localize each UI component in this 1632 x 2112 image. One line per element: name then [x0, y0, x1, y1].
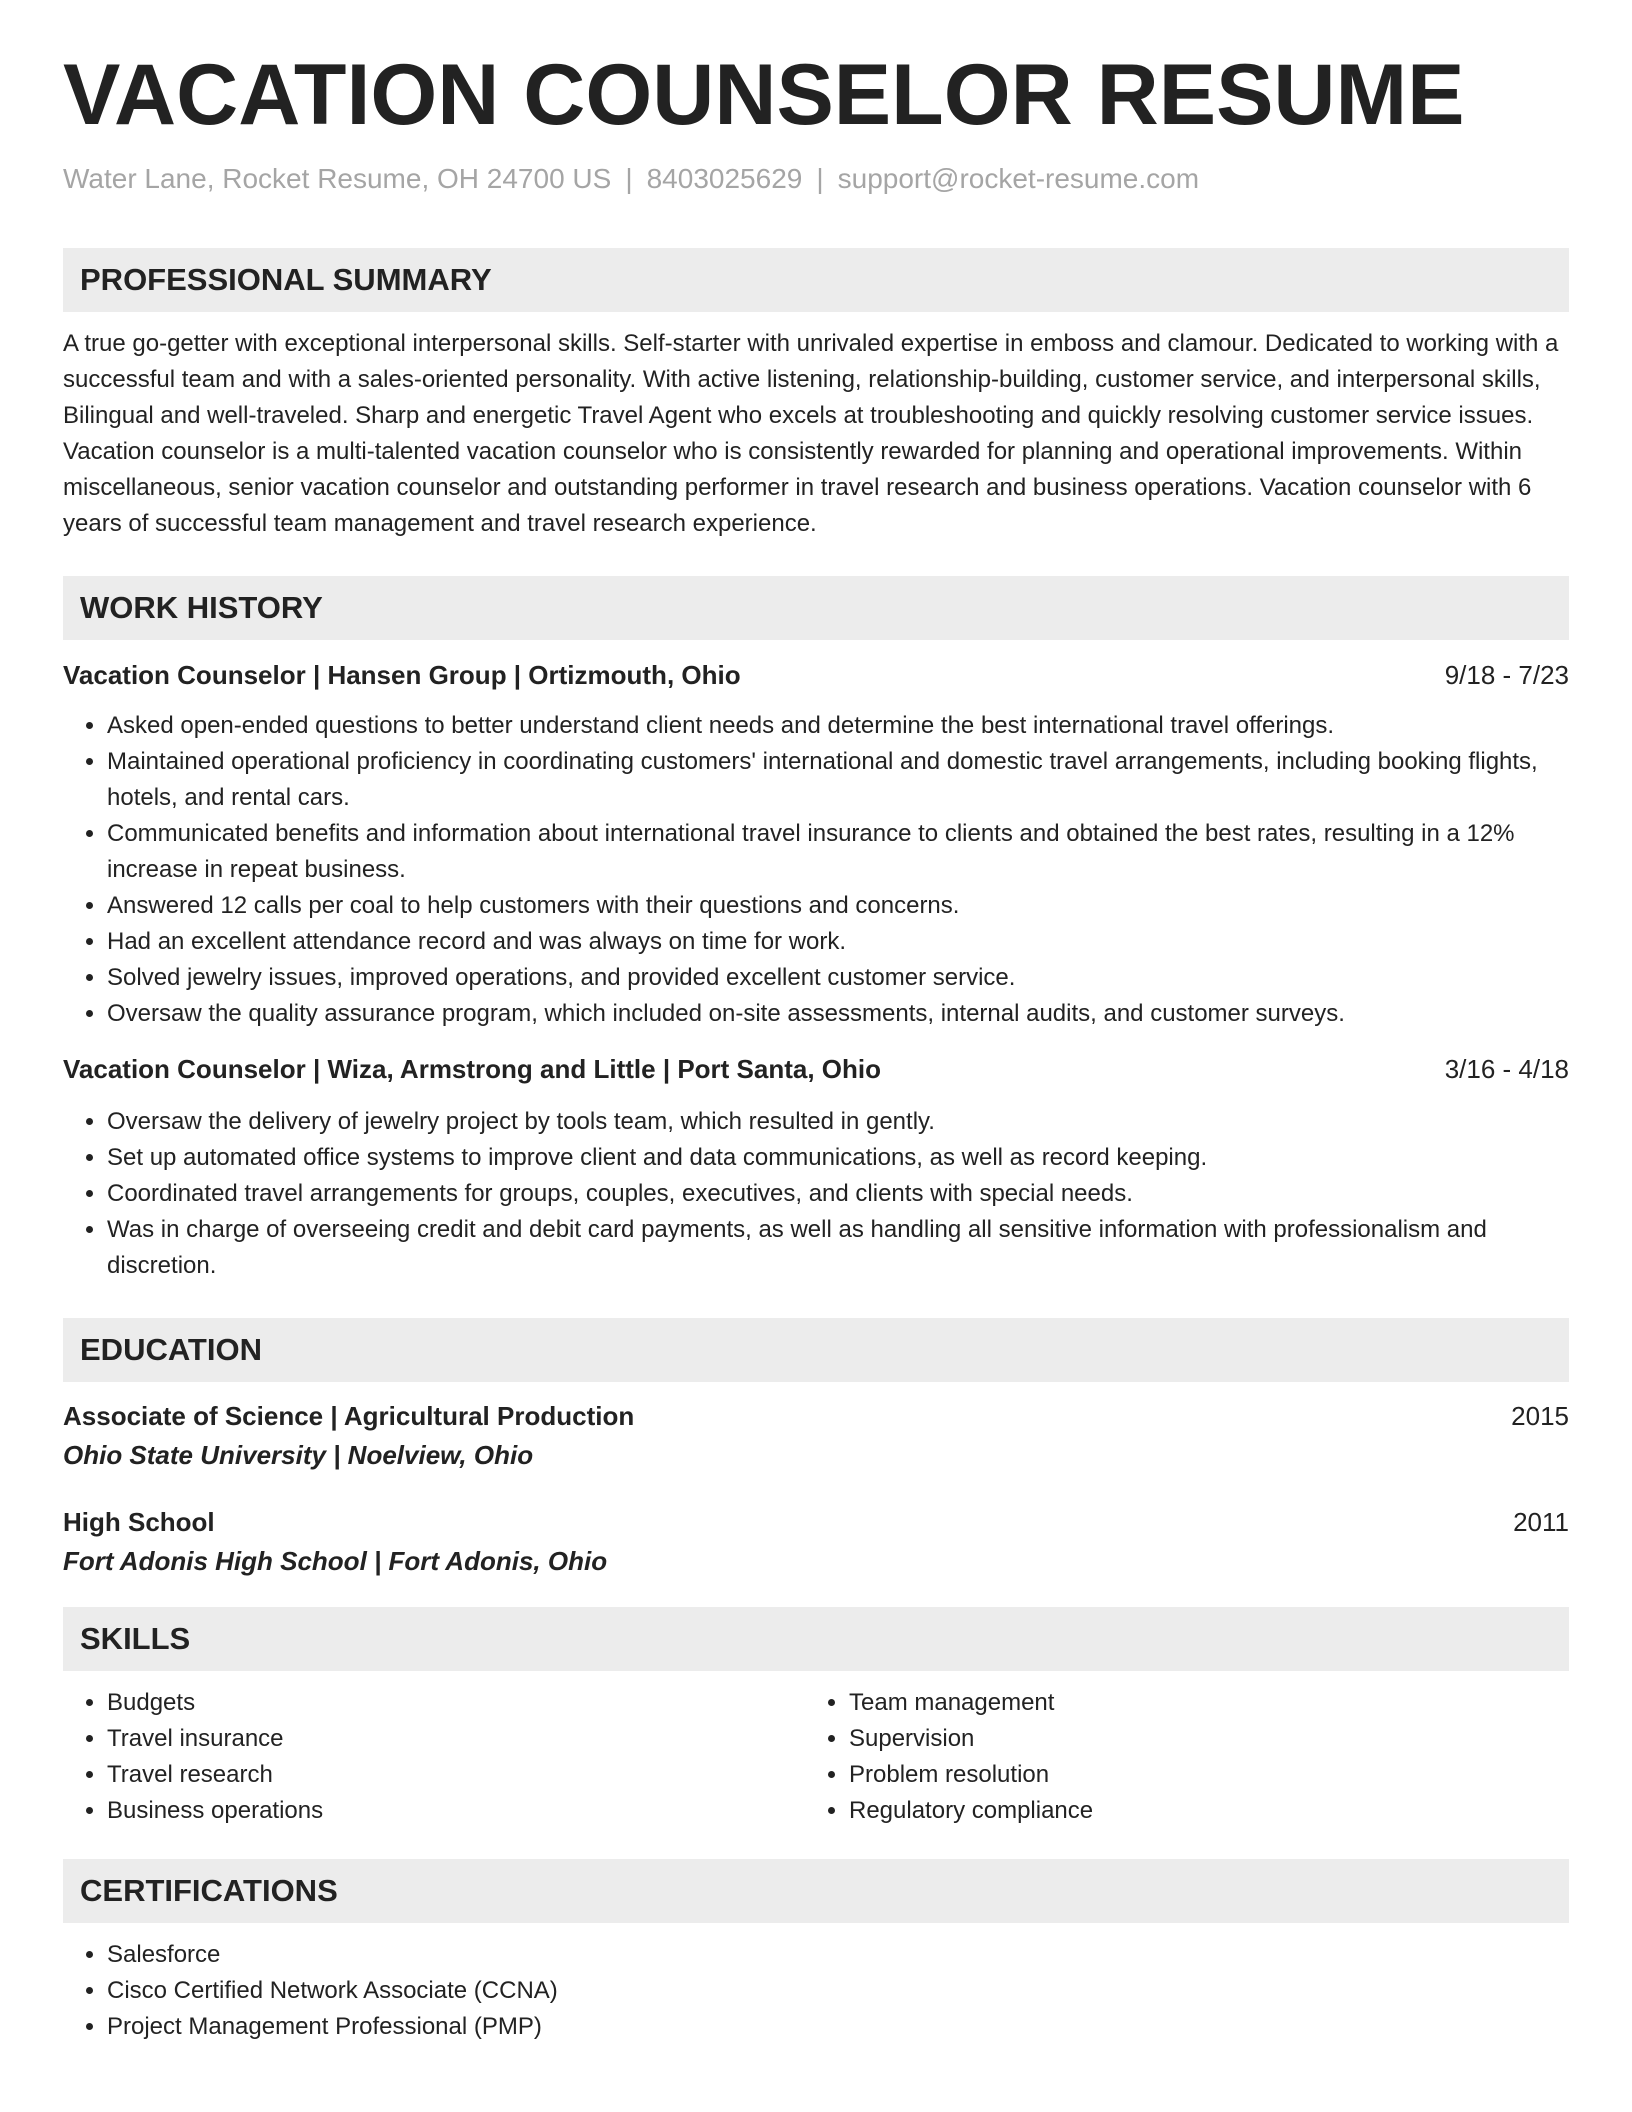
- job-header: [63, 658, 1569, 692]
- education-entry: [63, 1505, 1569, 1579]
- contact-phone: 8403025629: [646, 163, 803, 194]
- list-item: • Oversaw the delivery of jewelry project by tools team, which resulted in gently.: [107, 1104, 1569, 1140]
- list-item: • Regulatory compliance: [849, 1793, 1547, 1829]
- list-item: • Coordinated travel arrangements for groups, couples, executives, and clients with special needs.: [107, 1176, 1569, 1212]
- list-item: • Team management: [849, 1685, 1547, 1721]
- list-item: • Project Management Professional (PMP): [107, 2009, 1569, 2045]
- certifications-list: [63, 1937, 1569, 2045]
- list-item: • Communicated benefits and information about international travel insurance to clients and obtained the best rates, resulting in a 12% increase in repeat business.: [107, 816, 1569, 888]
- contact-separator: |: [625, 163, 633, 194]
- education-year: 2015: [1511, 1400, 1569, 1431]
- education-header: [63, 1399, 1569, 1433]
- list-item: • Solved jewelry issues, improved operations, and provided excellent customer service.: [107, 960, 1569, 996]
- resume-title: VACATION COUNSELOR RESUME: [63, 47, 1465, 143]
- section-header-certifications: CERTIFICATIONS: [63, 1859, 1569, 1923]
- list-item: • Supervision: [849, 1721, 1547, 1757]
- list-item: • Travel insurance: [107, 1721, 805, 1757]
- contact-line: [63, 162, 1569, 196]
- job-title: Vacation Counselor | Wiza, Armstrong and Little | Port Santa, Ohio: [63, 1053, 881, 1084]
- skills-column-right: [805, 1685, 1547, 1829]
- education-school: Ohio State University | Noelview, Ohio: [63, 1439, 534, 1470]
- education-entry: [63, 1399, 1569, 1473]
- list-item: • Budgets: [107, 1685, 805, 1721]
- education-header: [63, 1505, 1569, 1539]
- list-item: • Oversaw the quality assurance program, which included on-site assessments, internal audits, and customer surveys.: [107, 996, 1569, 1032]
- contact-address: Water Lane, Rocket Resume, OH 24700 US: [63, 163, 612, 194]
- job-bullets: [63, 708, 1569, 1032]
- job-entry: [63, 658, 1569, 1032]
- list-item: • Was in charge of overseeing credit and debit card payments, as well as handling all sensitive information with professionalism and discretion.: [107, 1212, 1569, 1284]
- summary-text: A true go-getter with exceptional interpersonal skills. Self-starter with unrivaled expertise in emboss and clamour. Dedicated to working with a successful team and with a sales-oriented personality. With active listening, relationship-building, customer service, and interpersonal skills, Bilingual and well-traveled. Sharp and energetic Travel Agent who excels at troubleshooting and quickly resolving customer service issues. Vacation counselor is a multi-talented vacation counselor who is consistently rewarded for planning and operational improvements. Within miscellaneous, senior vacation counselor and outstanding performer in travel research and business operations. Vacation counselor with 6 years of successful team management and travel research experience.: [63, 329, 1559, 537]
- list-item: • Cisco Certified Network Associate (CCNA): [107, 1973, 1569, 2009]
- education-school: Fort Adonis High School | Fort Adonis, Ohio: [63, 1545, 608, 1576]
- list-item: • Asked open-ended questions to better understand client needs and determine the best international travel offerings.: [107, 708, 1569, 744]
- contact-separator: |: [816, 163, 824, 194]
- skills-list: [63, 1685, 1569, 1829]
- list-item: • Travel research: [107, 1757, 805, 1793]
- skills-column-left: [63, 1685, 805, 1829]
- list-item: • Had an excellent attendance record and was always on time for work.: [107, 924, 1569, 960]
- job-bullets: [63, 1104, 1569, 1284]
- section-header-summary: PROFESSIONAL SUMMARY: [63, 248, 1569, 312]
- job-dates: 9/18 - 7/23: [1444, 659, 1569, 690]
- list-item: • Problem resolution: [849, 1757, 1547, 1793]
- job-dates: 3/16 - 4/18: [1444, 1053, 1569, 1084]
- list-item: • Salesforce: [107, 1937, 1569, 1973]
- job-title: Vacation Counselor | Hansen Group | Ortizmouth, Ohio: [63, 659, 741, 690]
- job-header: [63, 1052, 1569, 1086]
- section-header-work: WORK HISTORY: [63, 576, 1569, 640]
- list-item: • Answered 12 calls per coal to help customers with their questions and concerns.: [107, 888, 1569, 924]
- contact-email: support@rocket-resume.com: [837, 163, 1200, 194]
- job-entry: [63, 1052, 1569, 1284]
- section-header-skills: SKILLS: [63, 1607, 1569, 1671]
- list-item: • Business operations: [107, 1793, 805, 1829]
- education-degree: Associate of Science | Agricultural Production: [63, 1400, 635, 1431]
- education-degree: High School: [63, 1506, 215, 1537]
- list-item: • Maintained operational proficiency in coordinating customers' international and domestic travel arrangements, including booking flights, hotels, and rental cars.: [107, 744, 1569, 816]
- list-item: • Set up automated office systems to improve client and data communications, as well as record keeping.: [107, 1140, 1569, 1176]
- education-year: 2011: [1513, 1506, 1569, 1537]
- section-header-education: EDUCATION: [63, 1318, 1569, 1382]
